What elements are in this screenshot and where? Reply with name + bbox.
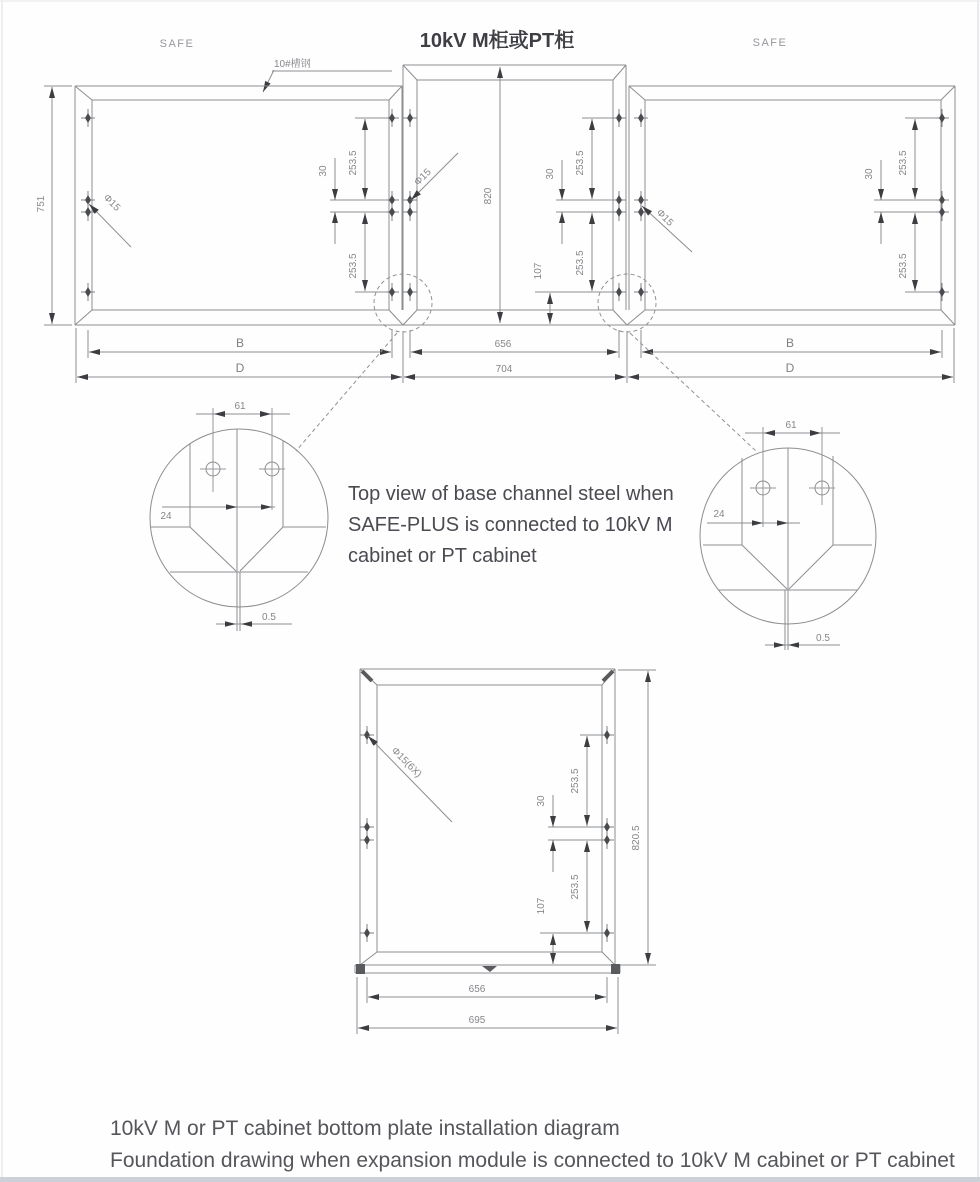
detail-annotation xyxy=(348,483,674,567)
dim-30-left: 30 xyxy=(318,165,329,177)
dim-d-right: D xyxy=(785,361,795,375)
dim-30-center: 30 xyxy=(545,168,556,180)
dim-30-right: 30 xyxy=(864,168,875,180)
dim-820: 820 xyxy=(483,187,494,205)
dim-61-left: 61 xyxy=(234,401,246,412)
dim-704: 704 xyxy=(495,364,513,375)
center-cabinet-outline xyxy=(75,65,955,325)
dim-695: 695 xyxy=(468,1015,486,1026)
dim-751: 751 xyxy=(36,195,47,213)
top-view-title: 10kV M柜或PT柜 xyxy=(419,30,575,52)
annotation-line3: cabinet or PT cabinet xyxy=(348,545,537,567)
dim-b-right: B xyxy=(785,336,795,350)
dim-24-left: 24 xyxy=(160,511,172,522)
left-cabinet-dimensions xyxy=(36,86,403,383)
dim-2535-center-lower: 253.5 xyxy=(575,250,586,276)
dim-2535-left-lower: 253.5 xyxy=(348,253,359,279)
bottom-view-dimensions xyxy=(357,670,656,1034)
detail-circle-left xyxy=(150,401,328,631)
caption-line2: Foundation drawing when expansion module is connected to 10kV M cabinet or PT cabinet xyxy=(110,1149,955,1172)
dim-phi15-left: Φ15 xyxy=(100,192,123,214)
detail-circle-right xyxy=(700,420,876,650)
annotation-line1: Top view of base channel steel when xyxy=(348,483,674,505)
dim-656-top: 656 xyxy=(494,339,512,350)
dim-8205: 820.5 xyxy=(631,825,642,851)
dim-phi15-center: Φ15 xyxy=(412,166,434,189)
dim-107-center: 107 xyxy=(533,262,544,280)
dim-656-bottom: 656 xyxy=(468,984,486,995)
left-cabinet-outline xyxy=(75,86,403,325)
dim-61-right: 61 xyxy=(785,420,797,431)
safe-right-label: SAFE xyxy=(752,37,788,49)
right-cabinet-outline xyxy=(627,86,955,325)
dim-05-right: 0.5 xyxy=(816,633,830,644)
dim-24-right: 24 xyxy=(713,509,725,520)
center-cabinet-dimensions xyxy=(404,67,627,383)
top-view-headers xyxy=(160,28,788,92)
dim-2535-right-upper: 253.5 xyxy=(898,150,909,176)
dim-2535-right-lower: 253.5 xyxy=(898,253,909,279)
captions xyxy=(110,1117,955,1172)
dim-phi15-6x: Φ15(6X) xyxy=(388,745,424,780)
dim-phi15-right: Φ15 xyxy=(653,207,676,229)
dim-2535-left-upper: 253.5 xyxy=(348,150,359,176)
dim-2535-bottom-lower: 253.5 xyxy=(570,874,581,900)
dim-d-left: D xyxy=(235,361,245,375)
right-cabinet-dimensions xyxy=(628,118,954,383)
dim-2535-bottom-upper: 253.5 xyxy=(570,768,581,794)
channel-steel-note: 10#槽钢 xyxy=(274,59,311,70)
annotation-line2: SAFE-PLUS is connected to 10kV M xyxy=(348,514,673,536)
dim-2535-center-upper: 253.5 xyxy=(575,150,586,176)
safe-left-label: SAFE xyxy=(159,38,195,50)
bottom-view-outline xyxy=(355,669,656,974)
dim-05-left: 0.5 xyxy=(262,612,276,623)
center-cabinet-holes xyxy=(403,109,626,301)
junction-detail-markers xyxy=(296,274,756,451)
caption-line1: 10kV M or PT cabinet bottom plate installation diagram xyxy=(110,1117,620,1140)
dim-b-left: B xyxy=(235,336,245,350)
dim-30-bottom: 30 xyxy=(536,795,547,807)
dim-107-bottom: 107 xyxy=(536,897,547,915)
